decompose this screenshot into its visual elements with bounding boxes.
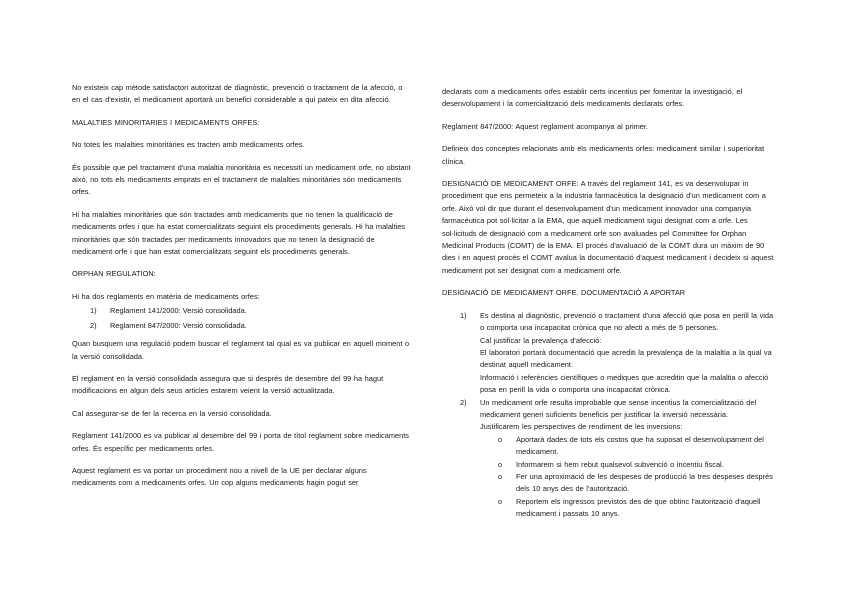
list-item	[442, 397, 778, 521]
paragraph: Reglament 141/2000 es va publicar al desembre del 99 i porta de títol reglament sobre medicaments orfes. És específic per medicaments orfes.	[72, 431, 409, 453]
paragraph: Reglament 847/2000: Aquest reglament acompanya al primer.	[442, 121, 648, 131]
list-number: 2)	[460, 397, 467, 407]
regulation-list	[72, 305, 412, 332]
paragraph: El reglament en la versió consolidada assegura que si després de desembre del 99 ha hagut modificacions en algun dels seus articles estarem veient la versió actualitzada.	[72, 373, 384, 396]
paragraph: DESIGNACIÓ DE MEDICAMENT ORFE: A través del reglament 141, es va desenvolupar in procediment que ens permeteix a la industria farmacèutica la designació d'un medicament com a orfe. Això vol dir que durant el desenvolupament d'un medicament innovador una companyia farmacèutica pot sol·licitar a la EMA, que aquell medicament sigui designat com a orfe. Les sol·licituds de designació com a medicament orfe son avaluades pel Committee for Orphan Medicinal Products (COMT) de la EMA. El procés d'avaluació de la COMT dura un màxim de 90 dies i en aquest procés el COMT avalua la documentació d'aquest medicament i decideix si aquest medicament pot ser designat com a medicament orfe.	[442, 179, 774, 275]
bullet-text: Informarem si hem rebut qualsevol subvenció o incentiu fiscal.	[516, 459, 724, 469]
list-item	[72, 305, 412, 317]
list-number: 1)	[90, 306, 97, 316]
list-item-text: Reglament 847/2000: Versió consolidada.	[110, 320, 247, 330]
bullet-text: Fer una aproximació de les despeses de producció la tres despeses després dels 10 anys des de l'autorització.	[516, 471, 773, 494]
bullet-marker: o	[498, 459, 503, 469]
paragraph: declarats com a medicaments orfes establir certs incentius per fomentar la investigació, el desenvolupament i la comercialització dels medicaments declarats orfes.	[442, 87, 743, 109]
documentation-list	[442, 310, 778, 521]
sub-bullet-list	[480, 434, 778, 521]
list-item-text: El laboratori portarà documentació que acrediti la prevalença de la malaltia a la qual va destinat aquell medicament.	[480, 347, 772, 370]
list-item-text: Es destina al diagnòstic, prevenció o tractament d'una afecció que posa en perill la vida o comporta una incapacitat crònica que no afecti a més de 5 persones.	[480, 310, 774, 333]
list-item	[72, 320, 412, 332]
bullet-item	[480, 496, 778, 521]
list-number: 1)	[460, 310, 467, 320]
bullet-item	[480, 434, 778, 459]
bullet-marker: o	[498, 471, 503, 481]
paragraph: És possible que pel tractament d'una malaltia minoritària es necessiti un medicament orfe, no obstant això, no tots els medicaments emprats en el tractament de malalties minoritàries són medicaments orfes.	[72, 162, 411, 197]
paragraph: Quan busquem una regulació podem buscar el reglament tal qual es va publicar en aquell moment o la versió consolidada.	[72, 339, 410, 361]
bullet-item	[480, 471, 778, 496]
left-column	[72, 82, 412, 500]
section-heading: DESIGNACIÓ DE MEDICAMENT ORFE. DOCUMENTACIÓ A APORTAR	[442, 288, 686, 298]
list-item-text: Justificarem les perspectives de rendiment de les inversions:	[480, 422, 683, 432]
bullet-text: Reportem els ingressos previstos des de que obtinc l'autorització d'aquell medicament i passats 10 anys.	[516, 496, 761, 519]
paragraph: Hi ha malalties minoritàries que són tractades amb medicaments que no tenen la qualificació de medicaments orfes i que ha estat comercialitzats seguint els procediments generals. Hi ha malalties minoritàries que són tractades per medicaments innovadors que no tenen la designació de medicament orfe i que han estat comercialitzats seguint els procediments generals.	[72, 209, 406, 257]
list-item-text: Informació i referències científiques o mediques que acreditin que la malaltia o afecció posa en perill la vida o comporta una incapacitat crònica.	[480, 372, 769, 395]
bullet-item	[480, 459, 778, 471]
list-item-text: Un medicament orfe resulta improbable que sense incentius la comercialització del medicament generi suficients beneficis per justificar la inversió necessària.	[480, 397, 757, 419]
section-heading: ORPHAN REGULATION:	[72, 269, 156, 279]
paragraph: Hi ha dos reglaments en matèria de medicaments orfes:	[72, 291, 260, 301]
right-column	[442, 82, 778, 531]
paragraph: No existeix cap mètode satisfactori autoritzat de diagnòstic, prevenció o tractament de la afecció, o en el cas d'existir, el medicament aportarà un benefici considerable a qui pateix en dita afecció.	[72, 83, 403, 105]
paragraph: No totes les malalties minoritàries es tracten amb medicaments orfes.	[72, 140, 305, 150]
paragraph: Defineix dos conceptes relacionats amb els medicaments orfes: medicament similar i superioritat clínica.	[442, 144, 765, 166]
bullet-marker: o	[498, 434, 503, 444]
bullet-text: Aportarà dades de tots els costos que ha suposat el desenvolupament del medicament.	[516, 434, 764, 457]
list-item-text: Cal justificar la prevalença d'afecció:	[480, 335, 602, 345]
list-number: 2)	[90, 320, 97, 330]
paragraph: Aquest reglament es va portar un procediment nou a nivell de la UE per declarar alguns medicaments com a medicaments orfes. Un cop alguns medicaments hagin pogut ser	[72, 465, 367, 488]
paragraph: Cal assegurar-se de fer la recerca en la versió consolidada.	[72, 408, 272, 418]
bullet-marker: o	[498, 496, 503, 506]
list-item-text: Reglament 141/2000: Versió consolidada.	[110, 306, 247, 316]
section-heading: MALALTIES MINORITARIES I MEDICAMENTS ORFES:	[72, 117, 260, 127]
list-item	[442, 310, 778, 397]
